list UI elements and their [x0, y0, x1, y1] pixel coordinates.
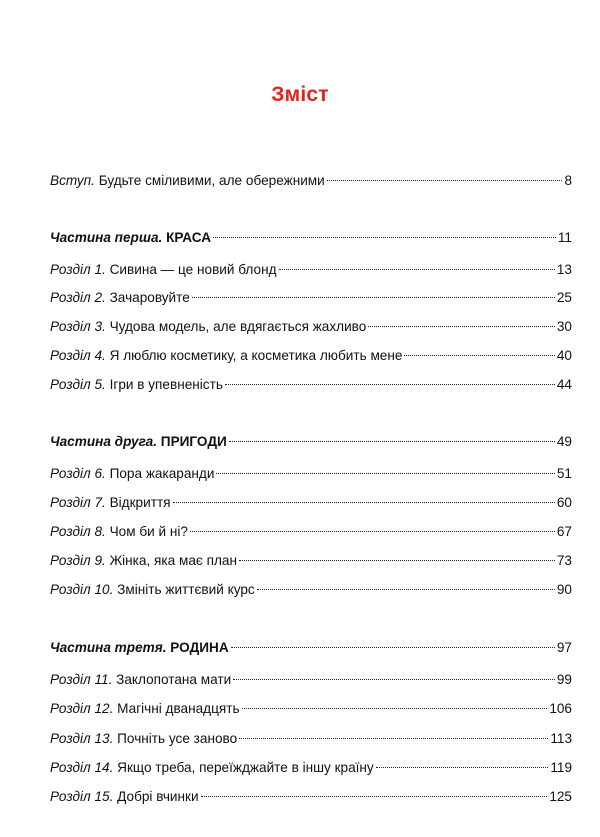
entry-label — [50, 522, 188, 542]
entry-page-number: 73 — [556, 553, 572, 568]
entry-page-number: 8 — [564, 173, 572, 188]
toc-chapter-9[interactable] — [50, 551, 572, 571]
entry-label — [50, 670, 231, 690]
entry-title: Я люблю косметику, а косметика любить мене — [109, 348, 403, 363]
dot-leader — [213, 236, 556, 238]
entry-title: Магічні дванадцять — [117, 701, 240, 716]
entry-title: Чудова модель, але вдягається жахливо — [109, 319, 367, 334]
toc-part-1[interactable] — [50, 228, 572, 248]
dot-leader — [368, 325, 555, 327]
dot-leader — [216, 472, 554, 474]
entry-page-number: 90 — [556, 582, 572, 597]
entry-title: Почніть усе заново — [117, 731, 238, 746]
entry-page-number: 40 — [556, 348, 572, 363]
toc-chapter-6[interactable] — [50, 464, 572, 484]
entry-prefix: Розділ 15. — [50, 789, 114, 804]
entry-label — [50, 317, 366, 337]
dot-leader — [239, 559, 555, 561]
dot-leader — [376, 766, 549, 768]
entry-title: Відкриття — [109, 495, 171, 510]
entry-label — [50, 551, 237, 571]
dot-leader — [279, 268, 555, 270]
entry-prefix: Розділ 14. — [50, 760, 114, 775]
entry-label — [50, 699, 240, 719]
entry-prefix: Частина третя. — [50, 640, 167, 655]
entry-label — [50, 288, 190, 308]
entry-label — [50, 171, 325, 191]
entry-prefix: Розділ 2. — [50, 290, 106, 305]
toc-chapter-11[interactable] — [50, 670, 572, 690]
entry-label — [50, 346, 402, 366]
entry-title: КРАСА — [166, 230, 212, 245]
entry-label — [50, 758, 374, 778]
entry-page-number: 99 — [556, 672, 572, 687]
entry-label — [50, 580, 255, 600]
toc-chapter-3[interactable] — [50, 317, 572, 337]
dot-leader — [404, 354, 554, 356]
entry-page-number: 106 — [549, 701, 572, 716]
entry-page-number: 49 — [556, 434, 572, 449]
entry-title: Пора жакаранди — [109, 466, 215, 481]
entry-title: Ігри в упевненість — [109, 377, 223, 392]
toc-chapter-14[interactable] — [50, 758, 572, 778]
entry-page-number: 30 — [556, 319, 572, 334]
entry-page-number: 97 — [556, 640, 572, 655]
toc-chapter-5[interactable] — [50, 375, 572, 395]
entry-label — [50, 260, 277, 280]
toc-chapter-13[interactable] — [50, 729, 572, 749]
toc-chapter-15[interactable] — [50, 787, 572, 807]
entry-prefix: Вступ. — [50, 173, 95, 188]
dot-leader — [327, 179, 563, 181]
dot-leader — [242, 707, 548, 709]
entry-title: РОДИНА — [170, 640, 229, 655]
entry-label — [50, 787, 199, 807]
entry-label — [50, 432, 227, 452]
dot-leader — [231, 646, 555, 648]
dot-leader — [257, 588, 555, 590]
entry-page-number: 67 — [556, 524, 572, 539]
entry-prefix: Розділ 11. — [50, 672, 113, 687]
entry-label — [50, 464, 214, 484]
entry-label — [50, 375, 223, 395]
entry-page-number: 51 — [556, 466, 572, 481]
toc-chapter-7[interactable] — [50, 493, 572, 513]
page-title: Зміст — [271, 83, 329, 106]
entry-prefix: Частина друга. — [50, 434, 158, 449]
entry-prefix: Розділ 7. — [50, 495, 106, 510]
entry-prefix: Розділ 8. — [50, 524, 106, 539]
dot-leader — [190, 530, 555, 532]
toc-entry-intro[interactable] — [50, 171, 572, 191]
dot-leader — [225, 383, 555, 385]
toc-part-3[interactable] — [50, 638, 572, 658]
dot-leader — [229, 440, 555, 442]
entry-title: Будьте сміливими, але обережними — [98, 173, 325, 188]
dot-leader — [173, 501, 555, 503]
toc-chapter-10[interactable] — [50, 580, 572, 600]
entry-page-number: 11 — [557, 230, 572, 245]
toc-chapter-2[interactable] — [50, 288, 572, 308]
entry-page-number: 44 — [556, 377, 572, 392]
entry-label — [50, 638, 229, 658]
entry-page-number: 125 — [549, 789, 572, 804]
entry-title: Чом би й ні? — [109, 524, 188, 539]
entry-title: Заклопотана мати — [116, 672, 232, 687]
dot-leader — [233, 678, 555, 680]
dot-leader — [192, 296, 555, 298]
toc-chapter-1[interactable] — [50, 260, 572, 280]
entry-label — [50, 729, 237, 749]
entry-prefix: Розділ 1. — [50, 262, 106, 277]
entry-title: Добрі вчинки — [117, 789, 199, 804]
entry-title: Змініть життєвий курс — [117, 582, 255, 597]
entry-prefix: Частина перша. — [50, 230, 163, 245]
entry-prefix: Розділ 13. — [50, 731, 114, 746]
entry-page-number: 119 — [550, 760, 572, 775]
entry-prefix: Розділ 10. — [50, 582, 114, 597]
entry-label — [50, 228, 211, 248]
dot-leader — [201, 795, 548, 797]
entry-prefix: Розділ 4. — [50, 348, 106, 363]
toc-chapter-4[interactable] — [50, 346, 572, 366]
entry-page-number: 13 — [556, 262, 572, 277]
toc-chapter-8[interactable] — [50, 522, 572, 542]
entry-prefix: Розділ 5. — [50, 377, 106, 392]
entry-title: Сивина — це новий блонд — [109, 262, 277, 277]
entry-title: ПРИГОДИ — [160, 434, 227, 449]
dot-leader — [239, 737, 548, 739]
entry-title: Жінка, яка має план — [109, 553, 237, 568]
entry-prefix: Розділ 9. — [50, 553, 106, 568]
entry-prefix: Розділ 6. — [50, 466, 106, 481]
entry-label — [50, 493, 171, 513]
entry-page-number: 60 — [556, 495, 572, 510]
entry-page-number: 113 — [550, 731, 572, 746]
entry-prefix: Розділ 3. — [50, 319, 106, 334]
entry-title: Зачаровуйте — [109, 290, 190, 305]
entry-prefix: Розділ 12. — [50, 701, 114, 716]
entry-page-number: 25 — [556, 290, 572, 305]
toc-chapter-12[interactable] — [50, 699, 572, 719]
entry-title: Якщо треба, переїжджайте в іншу країну — [117, 760, 374, 775]
toc-part-2[interactable] — [50, 432, 572, 452]
